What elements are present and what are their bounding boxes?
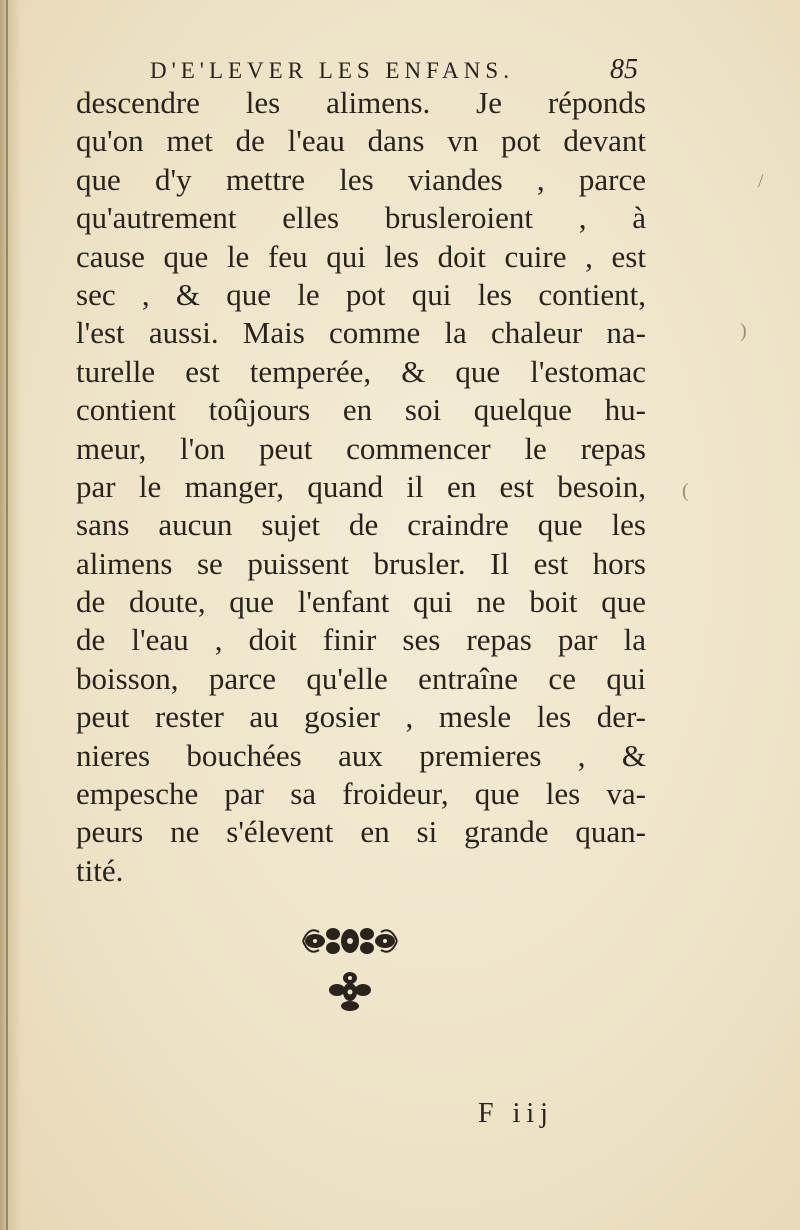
- text-line: peurs ne s'élevent en si grande quan-: [76, 814, 646, 850]
- text-line: cause que le feu qui les doit cuire , est: [76, 238, 646, 274]
- page-number: 85: [610, 54, 638, 85]
- text-line: nieres bouchées aux premieres , &: [76, 737, 646, 773]
- text-line: sec , & que le pot qui les contient,: [76, 276, 646, 312]
- text-line: qu'autrement elles brusleroient , à: [76, 200, 646, 236]
- text-line: peut rester au gosier , mesle les der-: [76, 699, 646, 735]
- small-floral-ornament-icon: [290, 968, 410, 1012]
- floral-ornament-icon: [290, 920, 410, 962]
- text-line: empesche par sa froideur, que les va-: [76, 776, 646, 812]
- running-title: D'E'LEVER LES ENFANS.: [150, 58, 514, 83]
- text-line: qu'on met de l'eau dans vn pot devant: [76, 123, 646, 159]
- text-line: turelle est temperée, & que l'estomac: [76, 353, 646, 389]
- margin-mark: (: [682, 480, 689, 502]
- text-line: alimens se puissent brusler. Il est hors: [76, 545, 646, 581]
- margin-mark: /: [758, 170, 764, 192]
- signature-mark: F iij: [478, 1098, 554, 1129]
- text-line: sans aucun sujet de craindre que les: [76, 507, 646, 543]
- text-line-last: tité.: [76, 852, 124, 888]
- text-line: l'est aussi. Mais comme la chaleur na-: [76, 315, 646, 351]
- text-line: par le manger, quand il en est besoin,: [76, 468, 646, 504]
- text-line: boisson, parce qu'elle entraîne ce qui: [76, 660, 646, 696]
- text-line: descendre les alimens. Je réponds: [76, 85, 646, 120]
- binding-shadow: [0, 0, 22, 1230]
- text-line: meur, l'on peut commencer le repas: [76, 430, 646, 466]
- body-text: [76, 84, 646, 890]
- text-line: contient toûjours en soi quelque hu-: [76, 392, 646, 428]
- text-line: que d'y mettre les viandes , parce: [76, 161, 646, 197]
- margin-mark: ): [740, 320, 747, 342]
- text-line: de l'eau , doit finir ses repas par la: [76, 622, 646, 658]
- text-line: de doute, que l'enfant qui ne boit que: [76, 584, 646, 620]
- binding-edge: [6, 0, 8, 1230]
